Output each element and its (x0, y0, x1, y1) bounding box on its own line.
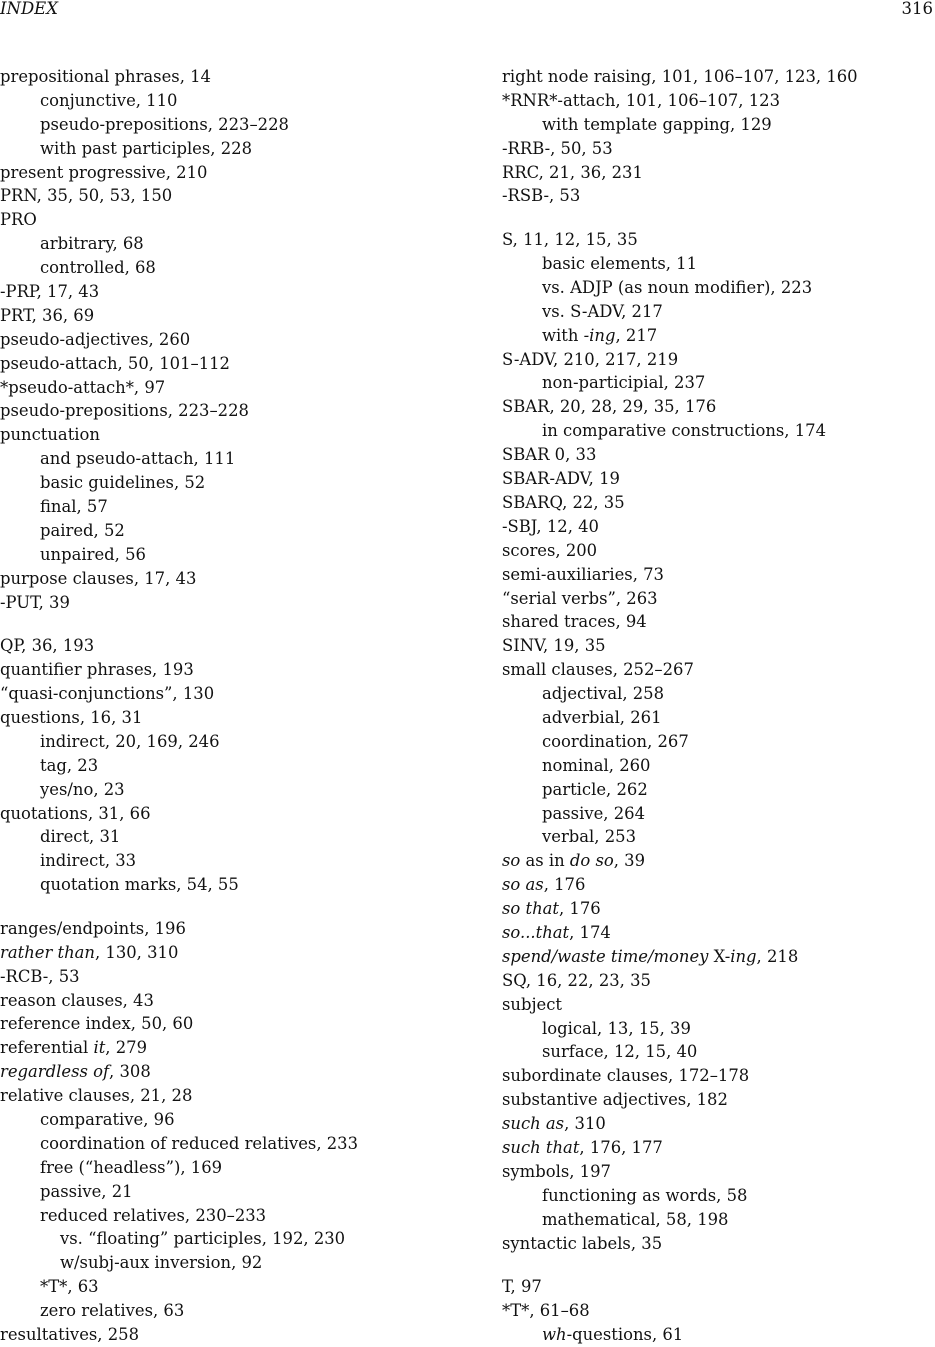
index-subentry: vs. ADJP (as noun modifier), 223 (542, 277, 813, 297)
index-entry: PRN, 35, 50, 53, 150 (0, 186, 173, 206)
index-entry-italic-text: rather than (0, 942, 95, 962)
index-entry (0, 941, 430, 965)
index-subentry: zero relatives, 63 (40, 1301, 185, 1321)
index-entry: reference index, 50, 60 (0, 1014, 194, 1034)
index-subentry: coordination, 267 (542, 731, 689, 751)
index-subentry: functioning as words, 58 (542, 1185, 748, 1205)
index-subentry: logical, 13, 15, 39 (542, 1018, 691, 1038)
index-subentry: direct, 31 (40, 827, 121, 847)
index-subentry: quotation marks, 54, 55 (40, 875, 239, 895)
index-entry: RRC, 21, 36, 231 (502, 162, 643, 182)
index-subentry: adverbial, 261 (542, 707, 662, 727)
index-subentry: controlled, 68 (40, 258, 156, 278)
index-entry (502, 873, 932, 897)
index-subentry: basic guidelines, 52 (40, 473, 206, 493)
index-entry: punctuation (0, 425, 100, 445)
index-entry-text: , 279 (105, 1038, 148, 1058)
index-entry (502, 921, 932, 945)
index-entry-italic-text: so...that (502, 922, 570, 942)
index-entry: subordinate clauses, 172–178 (502, 1066, 750, 1086)
index-subentry: reduced relatives, 230–233 (40, 1205, 267, 1225)
index-entry: shared traces, 94 (502, 612, 647, 632)
index-entry: resultatives, 258 (0, 1325, 140, 1345)
index-entry: SQ, 16, 22, 23, 35 (502, 970, 651, 990)
index-entry-text: , 176, 177 (579, 1137, 663, 1157)
index-entry (502, 1136, 932, 1160)
index-subentry: verbal, 253 (542, 827, 637, 847)
index-subentry: conjunctive, 110 (40, 90, 178, 110)
index-entry-text: , 174 (569, 922, 611, 942)
index-subentry: in comparative constructions, 174 (542, 421, 827, 441)
index-entry: -RCB-, 53 (0, 966, 80, 986)
index-column-left (0, 65, 430, 1347)
index-subentry: free (“headless”), 169 (40, 1157, 223, 1177)
index-subentry: basic elements, 11 (542, 254, 698, 274)
index-entry: *RNR*-attach, 101, 106–107, 123 (502, 90, 781, 110)
index-subentry: w/subj-aux inversion, 92 (60, 1253, 263, 1273)
index-entry: T, 97 (502, 1277, 542, 1297)
index-entry: quantifier phrases, 193 (0, 660, 194, 680)
index-entry: *T*, 61–68 (502, 1301, 590, 1321)
index-entry: -RSB-, 53 (502, 186, 581, 206)
index-subentry: arbitrary, 68 (40, 234, 144, 254)
index-subentry: yes/no, 23 (40, 779, 125, 799)
index-entry (502, 945, 932, 969)
index-subentry: passive, 264 (542, 803, 645, 823)
index-subentry: vs. “floating” participles, 192, 230 (60, 1229, 346, 1249)
index-entry-text: , 39 (613, 851, 646, 871)
index-subentry: *T*, 63 (40, 1277, 99, 1297)
index-entry: SBAR-ADV, 19 (502, 469, 620, 489)
index-entry (0, 1060, 430, 1084)
index-entry: S-ADV, 210, 217, 219 (502, 349, 679, 369)
index-subentry: mathematical, 58, 198 (542, 1209, 729, 1229)
index-entry: “serial verbs”, 263 (502, 588, 658, 608)
index-entry: small clauses, 252–267 (502, 660, 694, 680)
index-entry: symbols, 197 (502, 1161, 611, 1181)
index-entry: syntactic labels, 35 (502, 1233, 663, 1253)
index-entry-italic-text: regardless of (0, 1062, 110, 1082)
index-entry (502, 1112, 932, 1136)
index-entry: -SBJ, 12, 40 (502, 516, 599, 536)
index-subentry: nominal, 260 (542, 755, 651, 775)
index-subentry: tag, 23 (40, 755, 99, 775)
index-entry: PRT, 36, 69 (0, 305, 95, 325)
index-entry-text: , 308 (109, 1062, 151, 1082)
index-subentry: and pseudo-attach, 111 (40, 449, 236, 469)
index-subentry: unpaired, 56 (40, 544, 146, 564)
index-entry-italic-text: such that (502, 1137, 580, 1157)
index-entry: QP, 36, 193 (0, 636, 95, 656)
index-subentry: comparative, 96 (40, 1110, 175, 1129)
index-entry-italic-text: so (502, 851, 521, 871)
index-entry-italic-text: so as (502, 875, 544, 895)
index-entry-italic-text: spend/waste time/money (502, 946, 709, 966)
index-entry (502, 897, 932, 921)
index-subentry: indirect, 33 (40, 851, 137, 871)
index-subentry: passive, 21 (40, 1181, 133, 1201)
index-subentry: coordination of reduced relatives, 233 (40, 1133, 359, 1153)
index-entry: relative clauses, 21, 28 (0, 1086, 193, 1106)
running-head-title: INDEX (0, 0, 58, 18)
index-subentry: pseudo-prepositions, 223–228 (40, 114, 289, 134)
index-column-right (502, 65, 932, 1347)
index-entry: reason clauses, 43 (0, 990, 154, 1010)
index-entry: “quasi-conjunctions”, 130 (0, 684, 215, 704)
page-number: 316 (901, 0, 933, 18)
index-entry: pseudo-prepositions, 223–228 (0, 401, 249, 421)
index-entry: -PRP, 17, 43 (0, 282, 100, 302)
index-subentry: vs. S-ADV, 217 (542, 301, 663, 321)
index-entry: -PUT, 39 (0, 592, 70, 612)
index-subentry (502, 324, 932, 348)
index-entry-text: with (542, 325, 584, 345)
index-entry: semi-auxiliaries, 73 (502, 564, 664, 584)
index-entry: scores, 200 (502, 540, 598, 560)
index-subentry: surface, 12, 15, 40 (542, 1042, 698, 1062)
index-entry: SBARQ, 22, 35 (502, 492, 625, 512)
index-entry-text: as in (520, 851, 570, 871)
index-entry: PRO (0, 210, 37, 230)
index-entry: subject (502, 994, 563, 1014)
index-entry (0, 1036, 430, 1060)
index-entry-text: X- (708, 946, 731, 966)
index-entry-text: , 176 (559, 899, 601, 919)
index-entry: right node raising, 101, 106–107, 123, 160 (502, 67, 858, 86)
index-entry-text: , 310 (564, 1114, 606, 1134)
index-entry-text: referential (0, 1038, 94, 1058)
index-entry: prepositional phrases, 14 (0, 67, 211, 86)
index-subentry: particle, 262 (542, 779, 648, 799)
index-subentry: paired, 52 (40, 520, 125, 540)
index-entry-text: -questions, 61 (566, 1325, 684, 1345)
index-subentry: final, 57 (40, 497, 108, 517)
index-entry: substantive adjectives, 182 (502, 1090, 728, 1110)
index-entry: SBAR 0, 33 (502, 445, 597, 465)
index-entry-text: , 130, 310 (94, 942, 179, 962)
index-entry: ranges/endpoints, 196 (0, 918, 186, 938)
index-entry (502, 849, 932, 873)
index-entry-italic-text: such as (502, 1114, 565, 1134)
index-entry: S, 11, 12, 15, 35 (502, 230, 638, 250)
index-entry-italic-text: wh (542, 1325, 567, 1345)
index-subentry: adjectival, 258 (542, 684, 665, 704)
index-entry: questions, 16, 31 (0, 707, 143, 727)
index-entry-text: , 176 (543, 875, 586, 895)
index-entry: *pseudo-attach*, 97 (0, 377, 166, 397)
index-entry: quotations, 31, 66 (0, 803, 151, 823)
index-subentry: with template gapping, 129 (542, 114, 772, 134)
index-entry-text: , 217 (615, 325, 658, 345)
index-entry: pseudo-adjectives, 260 (0, 329, 191, 349)
index-entry-text: , 218 (756, 946, 799, 966)
index-entry: pseudo-attach, 50, 101–112 (0, 353, 230, 373)
index-subentry: with past participles, 228 (40, 138, 252, 158)
index-entry: SINV, 19, 35 (502, 636, 606, 656)
index-entry-italic-text: do so (569, 851, 614, 871)
index-entry-italic-text: so that (502, 899, 559, 919)
index-subentry (502, 1323, 932, 1347)
index-entry: present progressive, 210 (0, 162, 208, 182)
index-entry: -RRB-, 50, 53 (502, 138, 613, 158)
running-head (0, 0, 935, 20)
index-entry-italic-text: ing (730, 946, 757, 966)
index-subentry: indirect, 20, 169, 246 (40, 731, 220, 751)
index-entry: SBAR, 20, 28, 29, 35, 176 (502, 397, 717, 417)
index-entry: purpose clauses, 17, 43 (0, 568, 197, 588)
index-entry-italic-text: -ing (583, 325, 616, 345)
index-entry-italic-text: it (93, 1038, 106, 1058)
index-subentry: non-participial, 237 (542, 373, 706, 393)
